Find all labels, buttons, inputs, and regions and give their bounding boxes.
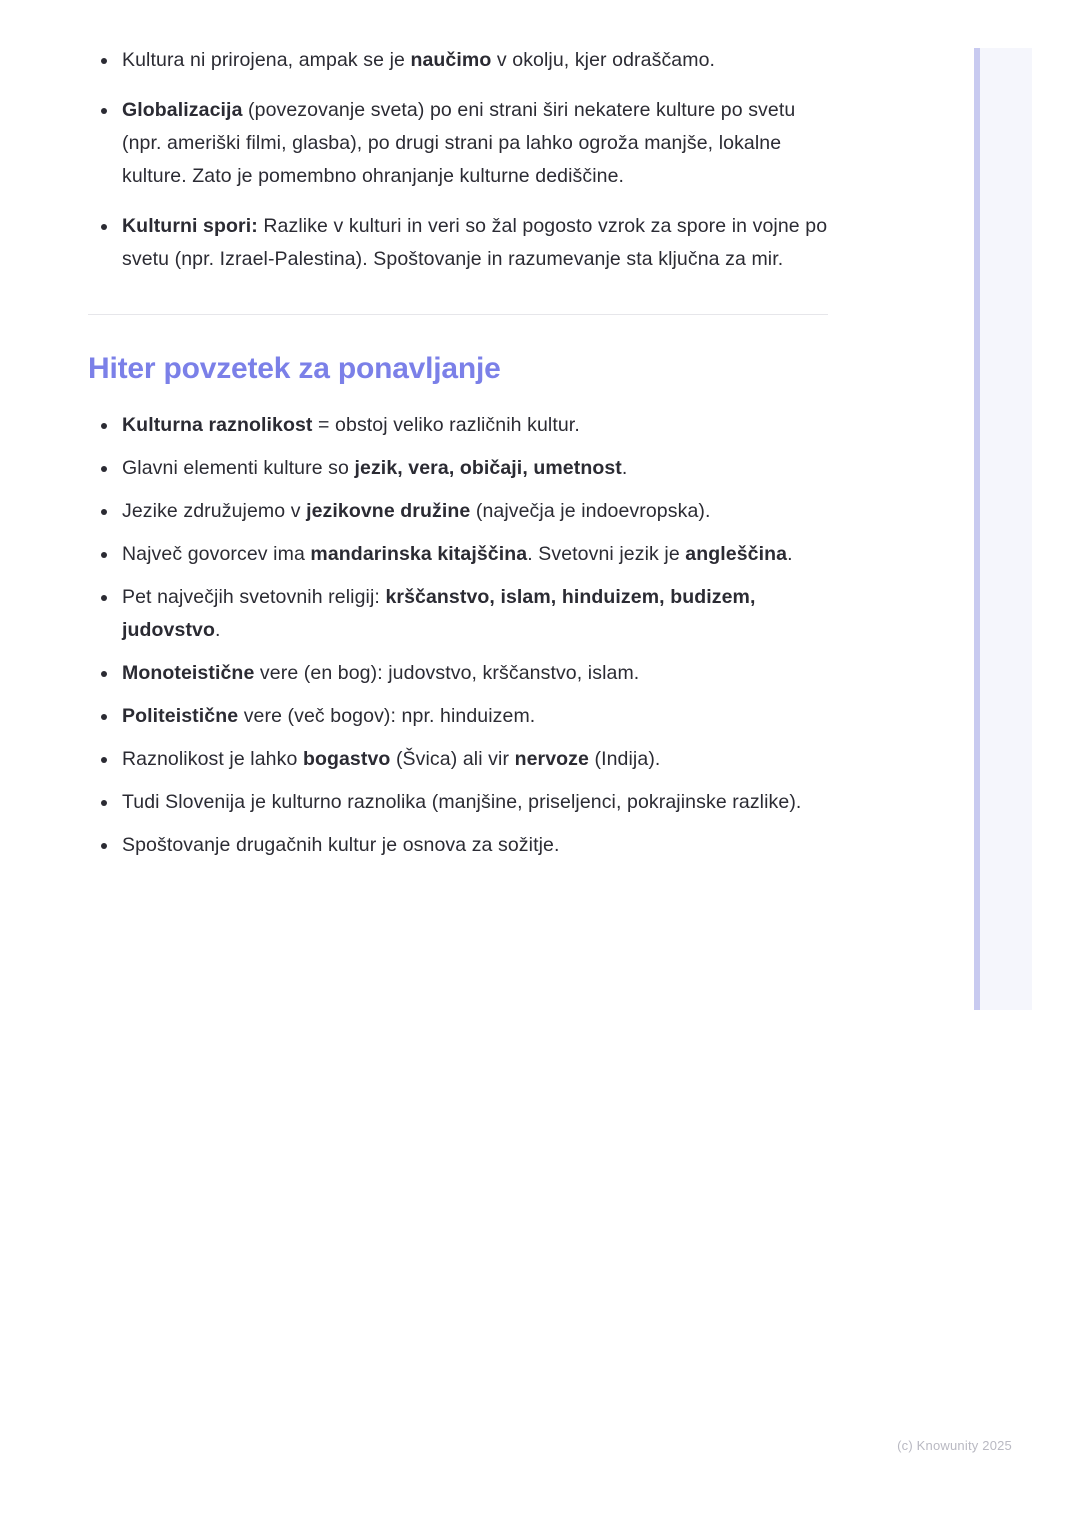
body-text: . bbox=[621, 457, 628, 479]
emphasis-text: bogastvo bbox=[302, 748, 391, 770]
summary-section-heading: Hiter povzetek za ponavljanje bbox=[88, 352, 501, 385]
summary-list bbox=[88, 409, 830, 862]
body-text: vere (en bog): judovstvo, krščanstvo, islam. bbox=[254, 662, 640, 684]
list-item bbox=[88, 452, 830, 485]
body-text: Jezike združujemo v bbox=[122, 500, 307, 522]
body-text: Spoštovanje drugačnih kultur je osnova za sožitje. bbox=[122, 834, 560, 856]
body-text: = obstoj veliko različnih kultur. bbox=[312, 414, 580, 436]
body-text: Kultura ni prirojena, ampak se je bbox=[122, 49, 411, 71]
body-text: (največja je indoevropska). bbox=[470, 500, 711, 522]
body-text: (Švica) ali vir bbox=[390, 748, 515, 770]
emphasis-text: angleščina bbox=[685, 543, 788, 565]
body-text: (povezovanje sveta) po eni strani širi nekatere kulture po svetu (npr. ameriški filmi, glasba), po drugi strani pa lahko ogroža manjše, lokalne kulture. Zato je pomembno ohranjanje kulturne dediščine. bbox=[122, 99, 796, 187]
list-item bbox=[88, 409, 830, 442]
body-text: . Svetovni jezik je bbox=[527, 543, 686, 565]
emphasis-text: Kulturna raznolikost bbox=[122, 414, 313, 436]
list-item bbox=[88, 94, 830, 193]
emphasis-text: Kulturni spori: bbox=[122, 215, 258, 237]
list-item bbox=[88, 210, 830, 276]
body-text: . bbox=[787, 543, 793, 565]
document-content bbox=[88, 44, 830, 862]
list-item bbox=[88, 44, 830, 77]
emphasis-text: naučimo bbox=[410, 49, 492, 71]
emphasis-text: jezik, vera, običaji, umetnost bbox=[354, 457, 622, 479]
emphasis-text: krščanstvo, islam, hinduizem, budizem, judovstvo bbox=[122, 586, 756, 641]
list-item bbox=[88, 538, 830, 571]
emphasis-text: jezikovne družine bbox=[306, 500, 471, 522]
emphasis-text: Monoteistične bbox=[122, 662, 255, 684]
list-item bbox=[88, 700, 830, 733]
list-item bbox=[88, 657, 830, 690]
page-side-panel bbox=[974, 48, 1032, 1010]
body-text: . bbox=[215, 619, 221, 641]
body-text: Pet največjih svetovnih religij: bbox=[122, 586, 386, 608]
body-text: vere (več bogov): npr. hinduizem. bbox=[238, 705, 536, 727]
emphasis-text: Politeistične bbox=[122, 705, 239, 727]
list-item bbox=[88, 786, 830, 819]
body-text: v okolju, kjer odraščamo. bbox=[491, 49, 716, 71]
culture-notes-list bbox=[88, 44, 830, 276]
section-divider bbox=[88, 314, 828, 315]
emphasis-text: Globalizacija bbox=[122, 99, 243, 121]
body-text: (Indija). bbox=[588, 748, 661, 770]
body-text: Tudi Slovenija je kulturno raznolika (manjšine, priseljenci, pokrajinske razlike). bbox=[122, 791, 802, 813]
list-item bbox=[88, 743, 830, 776]
body-text: Glavni elementi kulture so bbox=[122, 457, 355, 479]
emphasis-text: nervoze bbox=[514, 748, 589, 770]
list-item bbox=[88, 829, 830, 862]
list-item bbox=[88, 495, 830, 528]
copyright-footer: (c) Knowunity 2025 bbox=[897, 1438, 1012, 1453]
body-text: Raznolikost je lahko bbox=[122, 748, 303, 770]
body-text: Razlike v kulturi in veri so žal pogosto vzrok za spore in vojne po svetu (npr. Izrael-Palestina). Spoštovanje in razumevanje sta ključna za mir. bbox=[122, 215, 828, 270]
emphasis-text: mandarinska kitajščina bbox=[310, 543, 528, 565]
list-item bbox=[88, 581, 830, 647]
body-text: Največ govorcev ima bbox=[122, 543, 311, 565]
